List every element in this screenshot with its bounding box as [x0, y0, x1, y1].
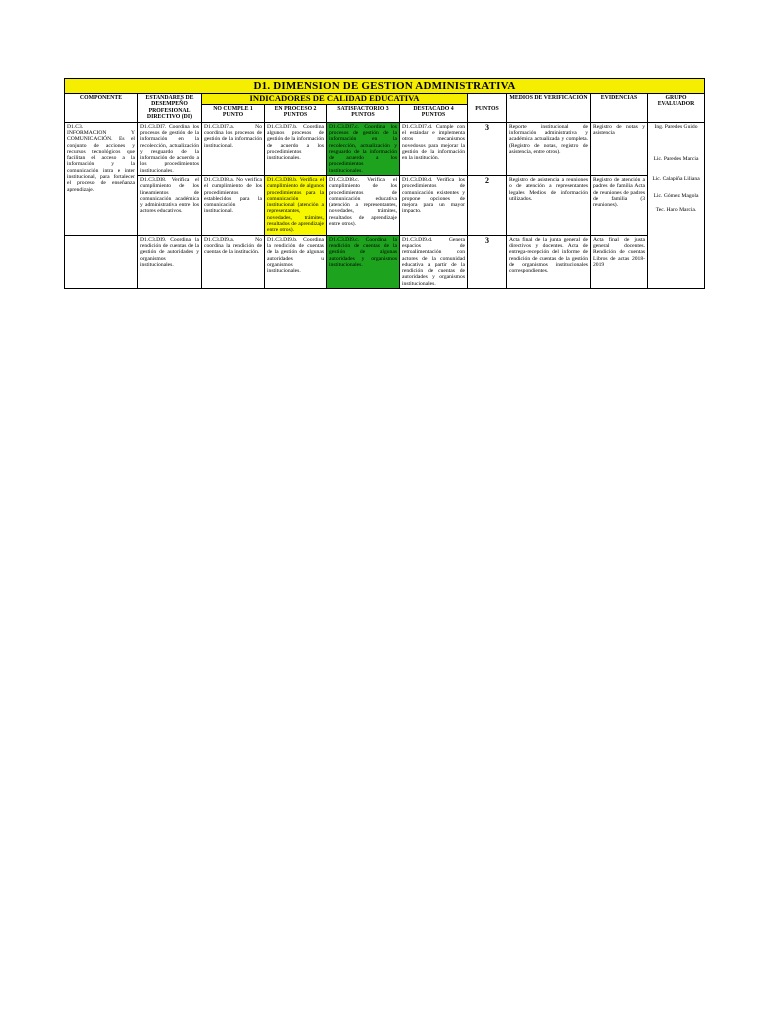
- evaluador-name: Lic. Gómez Magola: [653, 192, 699, 199]
- header-evidencias: EVIDENCIAS: [591, 94, 648, 123]
- puntos-cell: 3: [468, 235, 507, 288]
- indicator-table: [64, 78, 705, 289]
- table-row: [65, 122, 705, 175]
- en-proceso-cell: D1.C3.DI9.b. Coordina la rendición de cuentas de la gestión de algunas autoridades u organismos institucionales.: [265, 235, 327, 288]
- page-title: D1. DIMENSION DE GESTION ADMINISTRATIVA: [65, 79, 705, 94]
- en-proceso-cell: D1.C3.DI7.b. Coordina algunos procesos de gestión de la información de acuerdo a los procedimientos institucionales.: [265, 122, 327, 175]
- medios-cell: Acta final de la junta general de directivos y docentes. Acta de entrega-recepción del informe de rendición de cuentas de la gestión de organismos institucionales correspondientes.: [507, 235, 591, 288]
- header-grupo: GRUPO EVALUADOR: [648, 94, 705, 123]
- title-row: [65, 79, 705, 94]
- componente-cell: [65, 122, 138, 235]
- subtitle: INDICADORES DE CALIDAD EDUCATIVA: [202, 94, 468, 105]
- no-cumple-cell: D1.C3.DI8.a. No verifica el cumplimiento de los procedimientos establecidos para la comunicación institucional.: [202, 176, 265, 236]
- puntos-cell: 2: [468, 176, 507, 236]
- medios-cell: Registro de asistencia a reuniones o de atención a representantes legales Medios de información utilizados.: [507, 176, 591, 236]
- satisfactorio-cell-highlighted: D1.C3.DI9.c. Coordina la rendición de cuentas de la gestión de algunas autoridades y organismos institucionales.: [327, 235, 400, 288]
- indicator-document: [64, 78, 704, 289]
- evidencias-cell: Registro de notas y asistencia: [591, 122, 648, 175]
- estandar-cell: D1.C3.DI7. Coordina los procesos de gestión de la información en la recolección, actualización y resguardo de la información de acuerdo a los procedimientos institucionales.: [138, 122, 202, 175]
- destacado-cell: D1.C3.DI9.d. Genera espacios de retroalimentación con actores de la comunidad educativa a partir de la rendición de cuentas de autoridades y organismos institucionales.: [400, 235, 468, 288]
- evaluador-name: Ing. Paredes Guido: [654, 123, 698, 130]
- header-satisfactorio: SATISFACTORIO 3 PUNTOS: [327, 105, 400, 123]
- estandar-cell: D1.C3.DI9. Coordina la rendición de cuentas de la gestión de autoridades y organismos institucionales.: [138, 235, 202, 288]
- componente-text: INFORMACION Y COMUNICACIÓN. Es el conjunto de acciones y recursos tecnológicos que facilitan el acceso a la información y la comunicación intra e inter institucional, para fortalecer el proceso de enseñanza aprendizaje.: [67, 129, 135, 193]
- table-row: [65, 235, 705, 288]
- puntos-cell: 3: [468, 122, 507, 175]
- header-puntos-top: [468, 94, 507, 105]
- header-row-1: [65, 94, 705, 105]
- satisfactorio-cell: D1.C3.DI8.c. Verifica el cumplimiento de los procedimientos de comunicación educativa (atención a representantes, novedades, trámites, resultados de aprendizaje entre otros).: [327, 176, 400, 236]
- destacado-cell: D1.C3.DI7.d. Cumple con el estándar e implementa otros mecanismos novedosos para mejorar la gestión de la información en la institución.: [400, 122, 468, 175]
- grupo-evaluador-cell: [648, 122, 705, 288]
- evaluador-name: Lic. Calapiña Liliana: [652, 176, 700, 183]
- header-estandares: ESTANDARES DE DESEMPEÑO PROFESIONAL DIRECTIVO (DI): [138, 94, 202, 123]
- header-medios: MEDIOS DE VERIFICACIÓN: [507, 94, 591, 123]
- evidencias-cell: Registro de atención a padres de familia Acta de reuniones de padres de familia (3 reuniones).: [591, 176, 648, 236]
- no-cumple-cell: D1.C3.DI9.a. No coordina la rendición de cuentas de la institución.: [202, 235, 265, 288]
- componente-empty-cell: [65, 235, 138, 288]
- evaluador-name: Tec. Haro Marcia.: [655, 206, 697, 213]
- header-componente: COMPONENTE: [65, 94, 138, 123]
- evaluador-name: Lic. Paredes Marcia: [653, 155, 699, 162]
- estandar-cell: D1.C3.DI8. Verifica el cumplimiento de los lineamientos de comunicación académica y administrativa entre los actores educativos.: [138, 176, 202, 236]
- medios-cell: Reporte institucional de información administrativa y académica actualizada y completa. (Registro de notas, registro de asistencia, entre otros).: [507, 122, 591, 175]
- header-destacado: DESTACADO 4 PUNTOS: [400, 105, 468, 123]
- table-row: [65, 176, 705, 236]
- satisfactorio-cell-highlighted: D1.C3.DI7.c. Coordina los procesos de gestión de la información en la recolección, actualización y resguardo de la información de acuerdo a los procedimientos institucionales.: [327, 122, 400, 175]
- destacado-cell: D1.C3.DI8.d. Verifica los procedimientos de comunicación existentes y propone opciones de mejora para un mayor impacto.: [400, 176, 468, 236]
- no-cumple-cell: D1.C3.DI7.a. No coordina los procesos de gestión de la información institucional.: [202, 122, 265, 175]
- header-puntos: PUNTOS: [468, 105, 507, 123]
- header-no-cumple: NO CUMPLE 1 PUNTO: [202, 105, 265, 123]
- en-proceso-cell-highlighted: D1.C3.DI8.b. Verifica el cumplimiento de algunos procedimientos para la comunicación institucional (atención a representantes, novedades, trámites, resultados de aprendizaje entre otros).: [265, 176, 327, 236]
- componente-code: D1.C3.: [67, 123, 84, 130]
- evidencias-cell: Acta final de justa general docentes. Rendición de cuentas Libros de actas 2018-2019: [591, 235, 648, 288]
- header-en-proceso: EN PROCESO 2 PUNTOS: [265, 105, 327, 123]
